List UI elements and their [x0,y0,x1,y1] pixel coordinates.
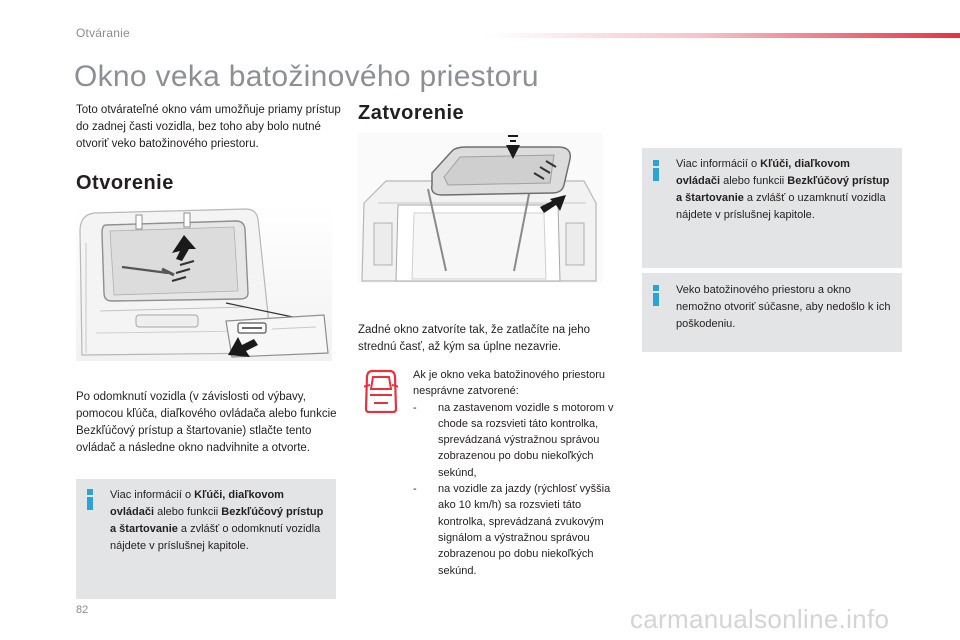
heading-otvorenie: Otvorenie [76,172,174,194]
info-icon [653,160,660,181]
warning-item: - na zastavenom vozidle s motorom v chode sa rozsvieti táto kontrolka, sprevádzaná výstražnou správou zobrazenou po dobu niekoľkých sekúnd, [413,401,614,479]
info-text: Veko batožinového priestoru a okno nemožno otvoriť súčasne, aby nedošlo k ich poškodeniu. [676,284,891,330]
info-box-damage-note [642,273,902,352]
info-text: Viac informácií o Kľúči, diaľkovom ovládači alebo funkcii Bezkľúčový prístup a štartovanie a zvlášť o odomknutí vozidla nájdete v príslušnej kapitole. [110,489,324,552]
warning-text [413,367,625,579]
van-rear-window-closing-illustration [358,133,603,283]
warning-item: - na vozidle za jazdy (rýchlosť vyššia ako 10 km/h) sa rozsvieti táto kontrolka, sprevádzaná zvukovým signálom a výstražnou správou zobrazenou po dobu niekoľkých sekúnd. [413,483,611,577]
page-number: 82 [76,604,89,616]
section-label: Otváranie [76,26,130,40]
zatvorenie-text: Zadné okno zatvoríte tak, že zatlačíte na jeho strednú časť, až kým sa úplne nezavrie. [358,324,591,353]
van-rear-window-opening-illustration [76,203,332,361]
page-title: Okno veka batožinového priestoru [74,60,539,93]
info-text: Viac informácií o Kľúči, diaľkovom ovládači alebo funkcii Bezkľúčový prístup a štartovanie a zvlášť o uzamknutí vozidla nájdete v príslušnej kapitole. [676,158,890,221]
intro-paragraph: Toto otvárateľné okno vám umožňuje priamy prístup do zadnej časti vozidla, bez toho aby bolo nutné otvoriť veko batožinového priestoru. [76,104,341,150]
info-box-otvorenie [76,479,336,599]
info-box-locking [642,148,902,268]
warning-intro: Ak je okno veka batožinového priestoru nesprávne zatvorené: [413,369,606,398]
heading-zatvorenie: Zatvorenie [358,102,465,124]
header-divider [486,33,960,38]
info-icon [653,285,660,306]
info-icon [87,489,94,510]
otvorenie-text: Po odomknutí vozidla (v závislosti od výbavy, pomocou kľúča, diaľkového ovládača alebo funkcie Bezkľúčový prístup a štartovanie) stlačte tento ovládač a následne okno nadvihnite a otvorte. [76,391,337,454]
open-door-warning-icon [364,369,398,413]
watermark: carmanualsonline.info [630,604,890,634]
